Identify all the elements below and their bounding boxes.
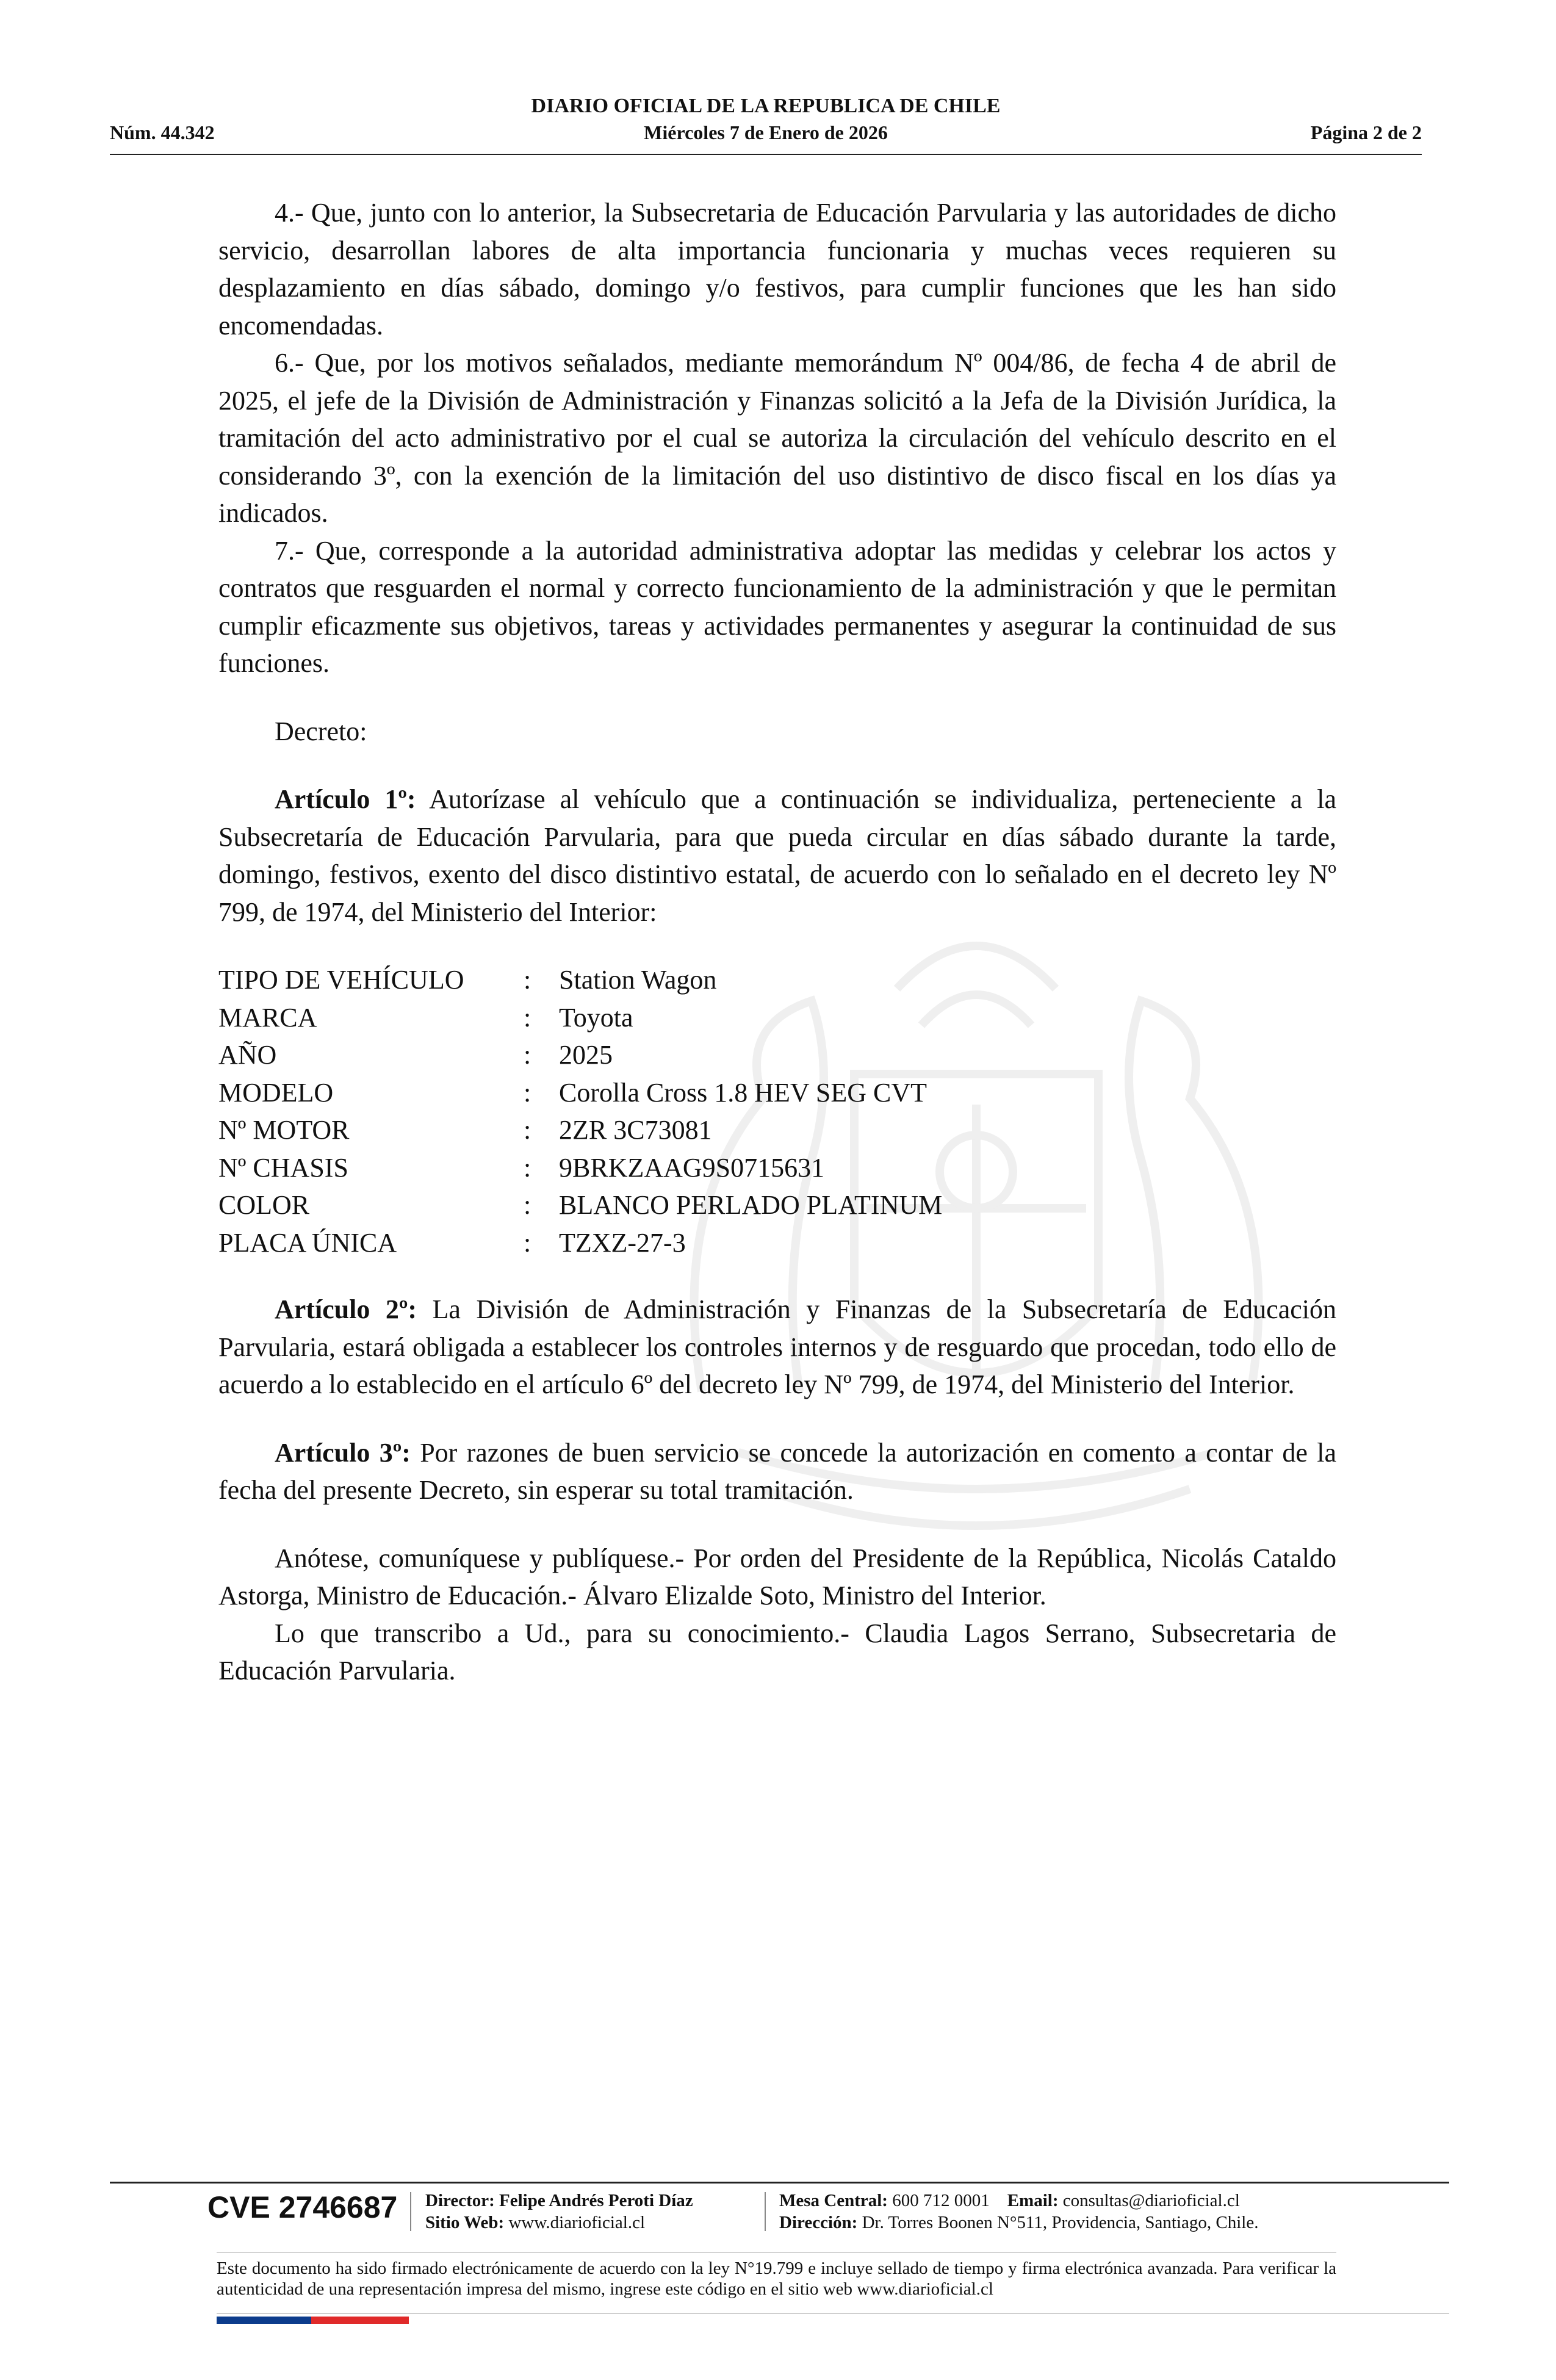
vehicle-row <box>218 961 942 999</box>
page-number: Página 2 de 2 <box>1310 121 1422 143</box>
vehicle-field-value: Corolla Cross 1.8 HEV SEG CVT <box>559 1077 927 1108</box>
issue-number: Núm. 44.342 <box>110 121 215 143</box>
vehicle-field-label: Nº MOTOR <box>218 1115 350 1145</box>
article-1 <box>218 781 1336 931</box>
vehicle-field-label: PLACA ÚNICA <box>218 1227 397 1258</box>
cve-code: CVE 2746687 <box>207 2190 398 2224</box>
vehicle-field-value: Toyota <box>559 1002 633 1033</box>
vehicle-row <box>218 1074 942 1112</box>
footer-contact-block <box>779 2190 1258 2234</box>
phone-label: Mesa Central: <box>779 2191 888 2210</box>
vehicle-row <box>218 1186 942 1224</box>
footer-director-block <box>425 2190 693 2234</box>
director-label: Director: <box>425 2191 495 2210</box>
transcription-note: Lo que transcribo a Ud., para su conocimiento.- Claudia Lagos Serrano, Subsecretaria de Educación Parvularia. <box>218 1618 1336 1686</box>
vehicle-field-value: 2025 <box>559 1040 613 1070</box>
vehicle-field-label: TIPO DE VEHÍCULO <box>218 965 464 995</box>
vehicle-field-label: MARCA <box>218 1002 317 1033</box>
vehicle-field-label: COLOR <box>218 1190 310 1220</box>
article-1-text: Autorízase al vehículo que a continuación se individualiza, perteneciente a la Subsecretaría de Educación Parvularia, para que pueda circular en días sábado durante la tarde, domingo, festivos, exento del disco distintivo estatal, de acuerdo con lo señalado en el decreto ley Nº 799, de 1974, del Ministerio del Interior: <box>218 784 1336 927</box>
vehicle-field-separator: : <box>524 1002 531 1033</box>
vehicle-field-value: TZXZ-27-3 <box>559 1227 686 1258</box>
flag-stripe-red <box>311 2317 409 2324</box>
signature-note: Este documento ha sido firmado electrónicamente de acuerdo con la ley N°19.799 e incluye sellado de tiempo y firma electrónica avanzada. Para verificar la autenticidad de una representación impresa del mismo, ingrese este código en el sitio web www.diarioficial.cl <box>217 2259 1336 2299</box>
vehicle-field-value: Station Wagon <box>559 965 717 995</box>
vehicle-field-label: MODELO <box>218 1077 334 1108</box>
considerando-7: 7.- Que, corresponde a la autoridad administrativa adoptar las medidas y celebrar los actos y contratos que resguarden el normal y correcto funcionamiento de la administración y que le permitan cumplir eficazmente sus objetivos, tareas y actividades permanentes y asegurar la continuidad de sus funciones. <box>218 535 1336 678</box>
address-label: Dirección: <box>779 2213 858 2232</box>
vehicle-table <box>218 961 942 1261</box>
director-value: Felipe Andrés Peroti Díaz <box>494 2191 693 2210</box>
article-2 <box>218 1291 1336 1404</box>
website-label: Sitio Web: <box>425 2213 505 2232</box>
closing-formula: Anótese, comuníquese y publíquese.- Por orden del Presidente de la República, Nicolás Cataldo Astorga, Ministro de Educación.- Álvaro Elizalde Soto, Ministro del Interior. <box>218 1543 1336 1610</box>
vehicle-field-separator: : <box>524 1190 531 1220</box>
flag-stripe-blue <box>217 2317 311 2324</box>
decreto-heading: Decreto: <box>275 716 367 746</box>
vehicle-field-value: BLANCO PERLADO PLATINUM <box>559 1190 943 1220</box>
vehicle-field-separator: : <box>524 1152 531 1183</box>
article-3-text: Por razones de buen servicio se concede la autorización en comento a contar de la fecha del presente Decreto, sin esperar su total tramitación. <box>218 1437 1336 1505</box>
footer-divider <box>110 2182 1449 2183</box>
vehicle-field-separator: : <box>524 965 531 995</box>
article-3 <box>218 1434 1336 1509</box>
vehicle-field-value: 9BRKZAAG9S0715631 <box>559 1152 825 1183</box>
vehicle-row <box>218 1036 942 1074</box>
article-2-label: Artículo 2º: <box>275 1294 417 1324</box>
vehicle-row <box>218 1224 942 1262</box>
newspaper-title: DIARIO OFICIAL DE LA REPUBLICA DE CHILE <box>531 95 1001 117</box>
email-label: Email: <box>1007 2191 1059 2210</box>
vehicle-field-separator: : <box>524 1115 531 1145</box>
footer-separator <box>765 2192 766 2231</box>
vehicle-row <box>218 999 942 1037</box>
considerando-6: 6.- Que, por los motivos señalados, mediante memorándum Nº 004/86, de fecha 4 de abril de 2025, el jefe de la División de Administración y Finanzas solicitó a la Jefa de la División Jurídica, la tramitación del acto administrativo por el cual se autoriza la circulación del vehículo descrito en el considerando 3º, con la exención de la limitación del uso distintivo de disco fiscal en los días ya indicados. <box>218 348 1336 528</box>
vehicle-field-separator: : <box>524 1227 531 1258</box>
vehicle-row <box>218 1149 942 1187</box>
vehicle-field-separator: : <box>524 1040 531 1070</box>
page-header <box>110 95 1422 156</box>
email-link[interactable]: consultas@diarioficial.cl <box>1058 2191 1240 2210</box>
issue-date: Miércoles 7 de Enero de 2026 <box>644 121 888 143</box>
article-1-label: Artículo 1º: <box>275 784 416 814</box>
footer-separator <box>410 2192 411 2231</box>
article-2-text: La División de Administración y Finanzas de la Subsecretaría de Educación Parvularia, estará obligada a establecer los controles internos y de resguardo que procedan, todo ello de acuerdo a lo establecido en el artículo 6º del decreto ley Nº 799, de 1974, del Ministerio del Interior. <box>218 1294 1336 1399</box>
website-link[interactable]: www.diarioficial.cl <box>504 2213 646 2232</box>
vehicle-field-label: Nº CHASIS <box>218 1152 348 1183</box>
article-3-label: Artículo 3º: <box>275 1437 411 1468</box>
decree-body <box>218 194 1336 1690</box>
considerando-4: 4.- Que, junto con lo anterior, la Subsecretaria de Educación Parvularia y las autoridades de dicho servicio, desarrollan labores de alta importancia funcionaria y muchas veces requieren su desplazamiento en días sábado, domingo y/o festivos, para cumplir funciones que les han sido encomendadas. <box>218 198 1336 341</box>
vehicle-field-separator: : <box>524 1077 531 1108</box>
vehicle-field-value: 2ZR 3C73081 <box>559 1115 712 1145</box>
vehicle-row <box>218 1111 942 1149</box>
header-divider <box>110 154 1422 155</box>
phone-value: 600 712 0001 <box>887 2191 990 2210</box>
vehicle-field-label: AÑO <box>218 1040 277 1070</box>
address-value: Dr. Torres Boonen N°511, Providencia, Santiago, Chile. <box>857 2213 1259 2232</box>
